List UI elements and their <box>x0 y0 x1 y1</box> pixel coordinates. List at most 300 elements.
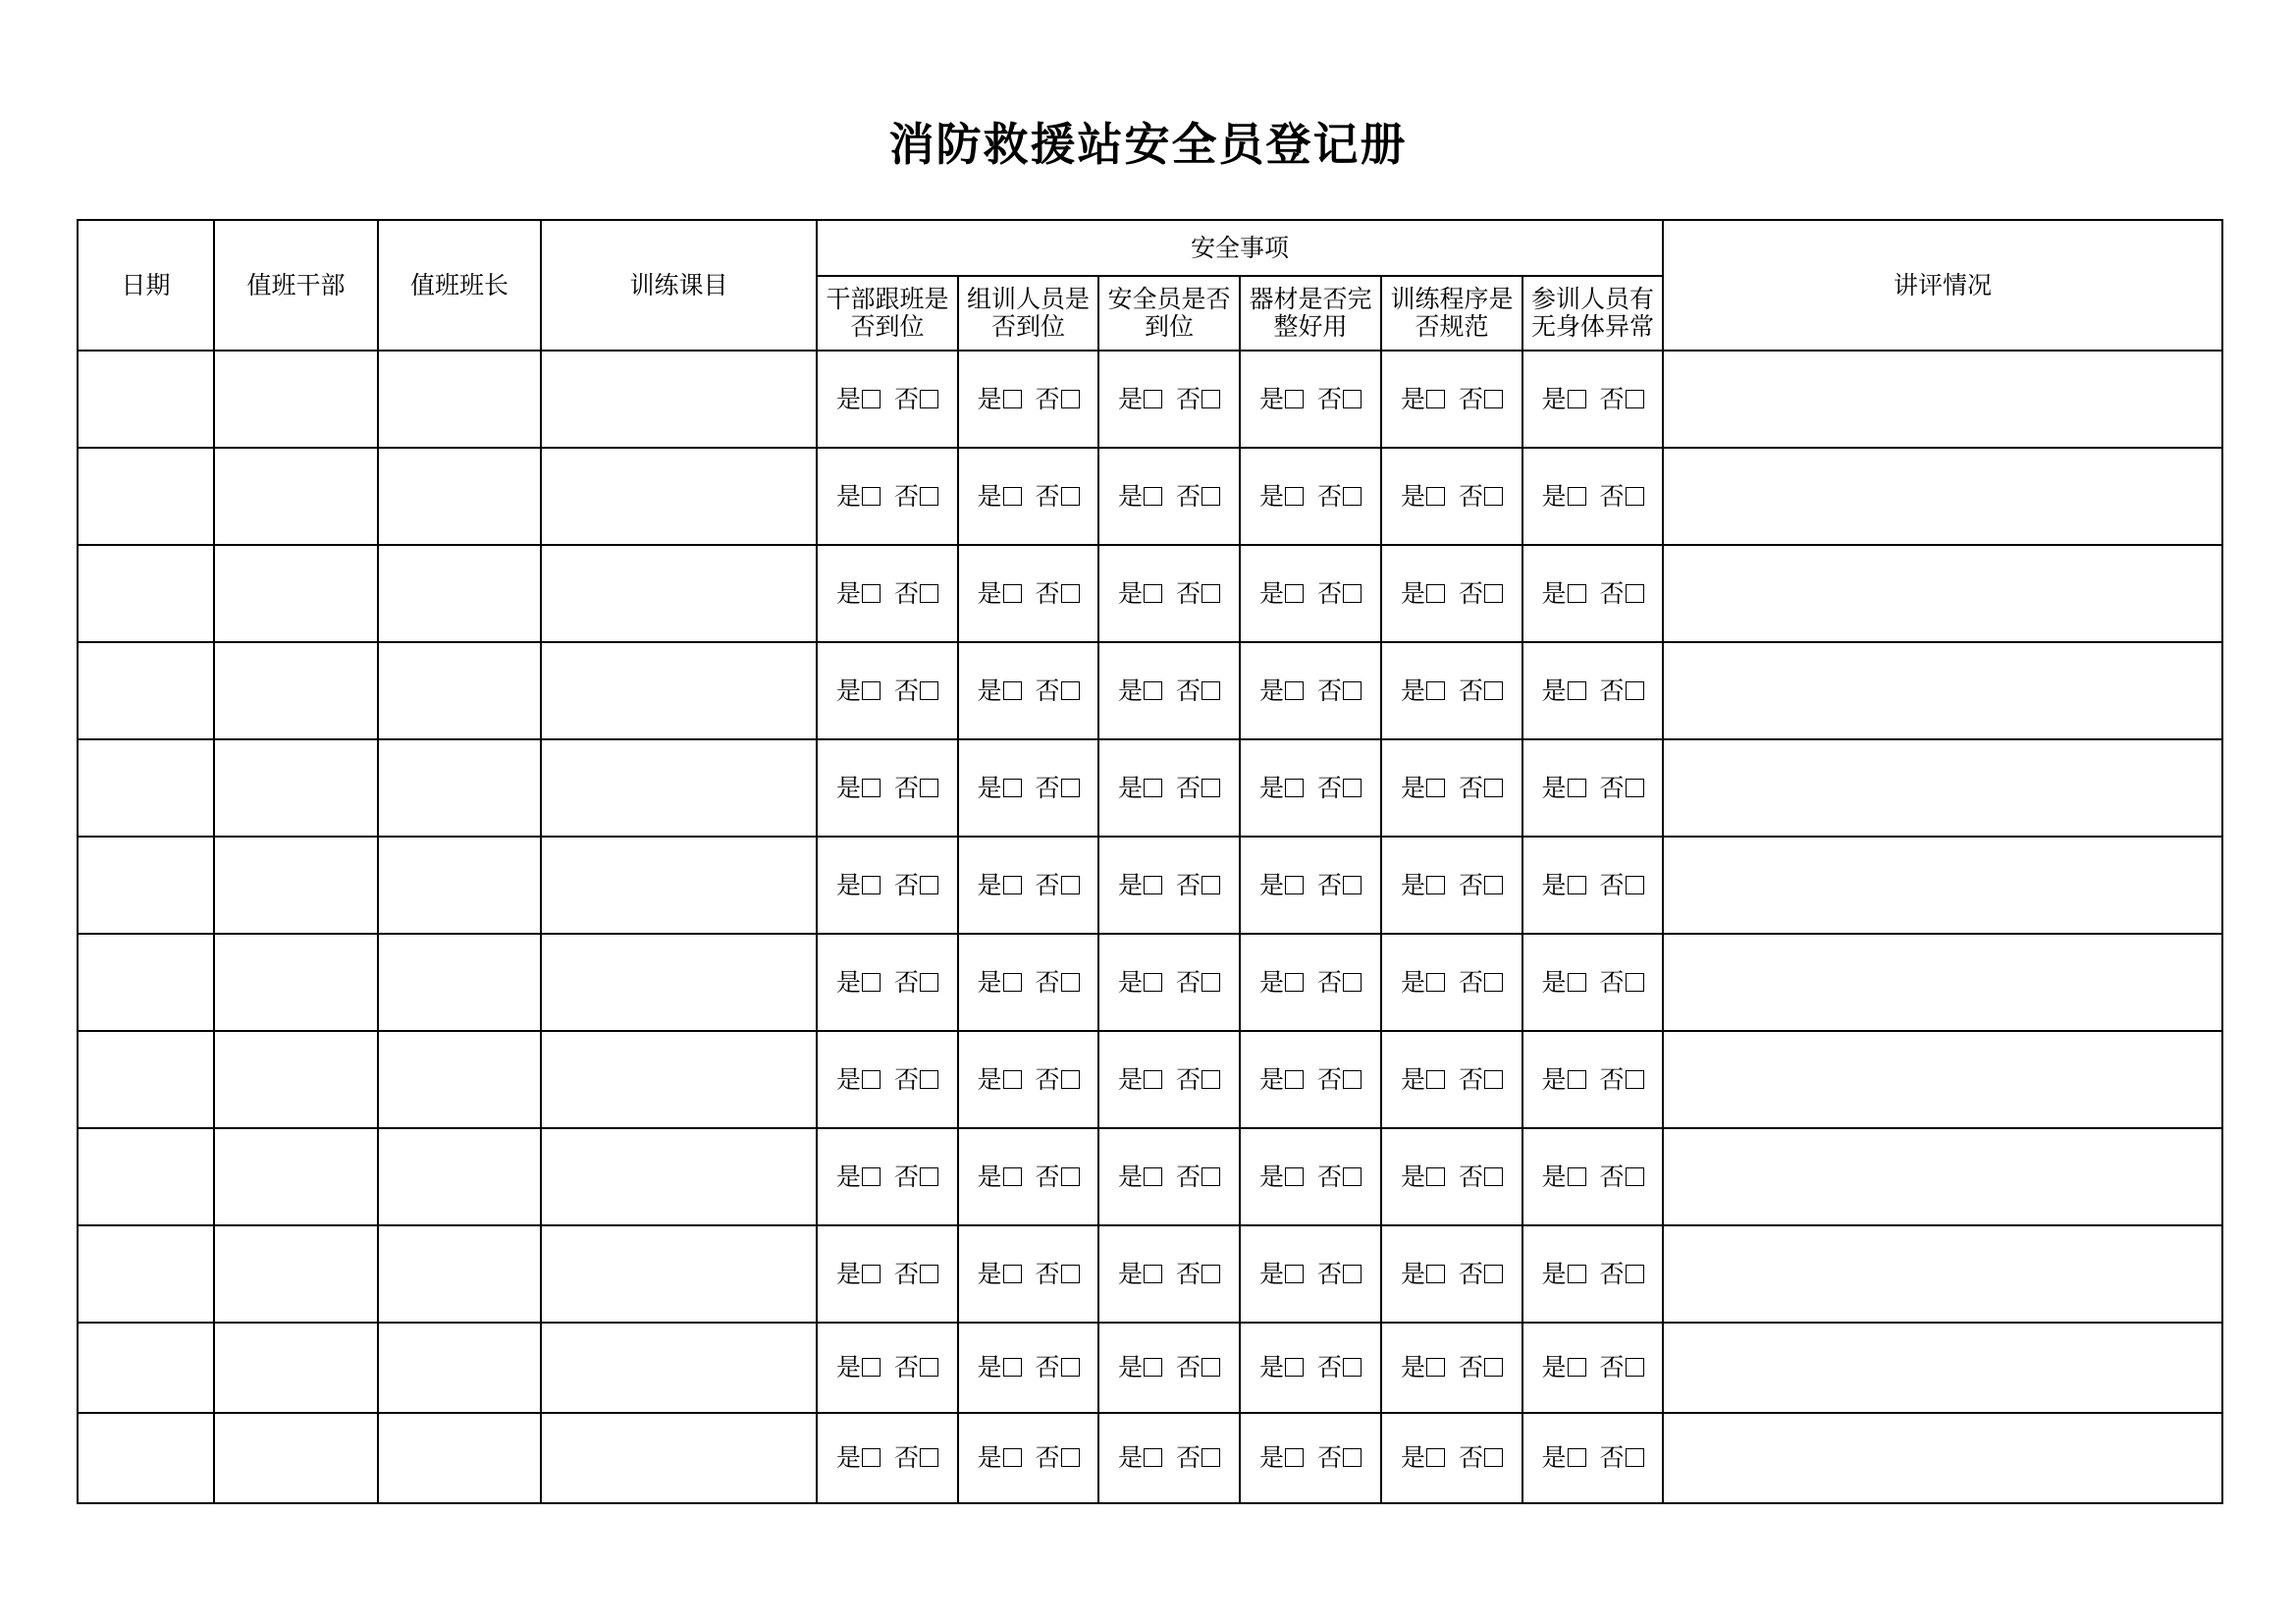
duty-officer-cell[interactable] <box>214 642 378 739</box>
yes-checkbox[interactable] <box>862 390 881 408</box>
duty-officer-cell[interactable] <box>214 934 378 1031</box>
yes-checkbox[interactable] <box>1285 1448 1304 1467</box>
yes-checkbox[interactable] <box>1285 584 1304 603</box>
yes-checkbox[interactable] <box>1285 681 1304 700</box>
date-cell[interactable] <box>78 351 214 448</box>
no-option-label: 否 <box>1599 384 1625 413</box>
yes-checkbox[interactable] <box>1003 779 1022 797</box>
yes-checkbox[interactable] <box>1285 390 1304 408</box>
no-checkbox[interactable] <box>1061 1265 1080 1283</box>
no-checkbox[interactable] <box>1626 779 1644 797</box>
no-option-label: 否 <box>894 1353 920 1381</box>
no-option-label: 否 <box>1459 773 1484 802</box>
safety-check-cell <box>817 1323 958 1413</box>
no-checkbox[interactable] <box>920 1358 938 1377</box>
duty-officer-cell[interactable] <box>214 351 378 448</box>
review-cell[interactable] <box>1663 1323 2222 1413</box>
yes-option-label: 是 <box>1541 384 1567 413</box>
no-checkbox[interactable] <box>1343 779 1362 797</box>
yes-checkbox[interactable] <box>1426 1265 1445 1283</box>
yes-checkbox[interactable] <box>1144 973 1162 992</box>
no-checkbox[interactable] <box>1343 1448 1362 1467</box>
duty-squad-leader-cell[interactable] <box>378 739 541 837</box>
no-checkbox[interactable] <box>1201 876 1220 894</box>
safety-check-cell <box>1098 837 1240 934</box>
no-checkbox[interactable] <box>920 390 938 408</box>
yes-checkbox[interactable] <box>1144 1448 1162 1467</box>
yes-option-label: 是 <box>835 578 861 608</box>
no-option-label: 否 <box>1599 1259 1625 1288</box>
yes-checkbox[interactable] <box>862 487 881 506</box>
no-checkbox[interactable] <box>920 1448 938 1467</box>
no-option-label: 否 <box>1317 967 1343 997</box>
no-checkbox[interactable] <box>1201 390 1220 408</box>
safety-check-cell <box>1522 1225 1663 1323</box>
no-checkbox[interactable] <box>1201 1448 1220 1467</box>
review-cell[interactable] <box>1663 837 2222 934</box>
yes-option-label: 是 <box>1117 773 1143 802</box>
yes-option-label: 是 <box>835 773 861 802</box>
review-cell[interactable] <box>1663 1413 2222 1503</box>
table-row <box>78 1225 2222 1323</box>
no-checkbox[interactable] <box>920 681 938 700</box>
yes-checkbox[interactable] <box>1144 681 1162 700</box>
safety-check-cell <box>1381 545 1522 642</box>
no-checkbox[interactable] <box>1061 1167 1080 1186</box>
safety-check-cell <box>1098 739 1240 837</box>
yes-checkbox[interactable] <box>1003 1265 1022 1283</box>
no-checkbox[interactable] <box>1626 1448 1644 1467</box>
table-row <box>78 642 2222 739</box>
yes-option-label: 是 <box>1400 1064 1425 1094</box>
yes-option-label: 是 <box>1117 1353 1143 1381</box>
safety-check-cell <box>958 545 1098 642</box>
no-option-label: 否 <box>894 1443 920 1472</box>
duty-squad-leader-cell[interactable] <box>378 1413 541 1503</box>
no-option-label: 否 <box>1317 1259 1343 1288</box>
duty-squad-leader-cell[interactable] <box>378 1225 541 1323</box>
yes-option-label: 是 <box>1258 1353 1284 1381</box>
no-checkbox[interactable] <box>1061 973 1080 992</box>
no-option-label: 否 <box>1176 1443 1201 1472</box>
yes-checkbox[interactable] <box>1426 487 1445 506</box>
yes-checkbox[interactable] <box>862 1448 881 1467</box>
duty-squad-leader-cell[interactable] <box>378 1031 541 1128</box>
yes-checkbox[interactable] <box>1003 1358 1022 1377</box>
no-checkbox[interactable] <box>1626 1070 1644 1089</box>
yes-checkbox[interactable] <box>1003 584 1022 603</box>
yes-checkbox[interactable] <box>1003 487 1022 506</box>
no-checkbox[interactable] <box>920 1265 938 1283</box>
duty-officer-cell[interactable] <box>214 1323 378 1413</box>
yes-checkbox[interactable] <box>1144 1167 1162 1186</box>
no-checkbox[interactable] <box>1626 876 1644 894</box>
no-checkbox[interactable] <box>1061 681 1080 700</box>
yes-checkbox[interactable] <box>1426 1167 1445 1186</box>
no-option-label: 否 <box>1035 773 1060 802</box>
yes-checkbox[interactable] <box>1285 1358 1304 1377</box>
yes-checkbox[interactable] <box>1568 1448 1586 1467</box>
safety-check-cell <box>1098 934 1240 1031</box>
yes-checkbox[interactable] <box>1568 390 1586 408</box>
no-checkbox[interactable] <box>1061 584 1080 603</box>
yes-option-label: 是 <box>1541 870 1567 899</box>
duty-squad-leader-cell[interactable] <box>378 1128 541 1225</box>
no-checkbox[interactable] <box>1484 681 1503 700</box>
no-option-label: 否 <box>1459 1443 1484 1472</box>
yes-option-label: 是 <box>1541 967 1567 997</box>
yes-checkbox[interactable] <box>1144 1070 1162 1089</box>
yes-checkbox[interactable] <box>1426 1358 1445 1377</box>
yes-checkbox[interactable] <box>1285 779 1304 797</box>
yes-checkbox[interactable] <box>862 876 881 894</box>
yes-option-label: 是 <box>1400 1443 1425 1472</box>
no-checkbox[interactable] <box>1484 1167 1503 1186</box>
yes-checkbox[interactable] <box>862 973 881 992</box>
header-duty-squad-leader: 值班班长 <box>378 220 541 351</box>
safety-check-cell <box>1240 837 1381 934</box>
date-cell[interactable] <box>78 1413 214 1503</box>
no-checkbox[interactable] <box>1061 487 1080 506</box>
review-cell[interactable] <box>1663 351 2222 448</box>
training-subject-cell[interactable] <box>541 1413 817 1503</box>
no-option-label: 否 <box>894 773 920 802</box>
date-cell[interactable] <box>78 837 214 934</box>
yes-checkbox[interactable] <box>862 1265 881 1283</box>
yes-checkbox[interactable] <box>1144 487 1162 506</box>
yes-option-label: 是 <box>1400 578 1425 608</box>
page-title: 消防救援站安全员登记册 <box>888 118 1408 171</box>
header-equipment-ok: 器材是否完整好用 <box>1240 276 1381 351</box>
duty-officer-cell[interactable] <box>214 1128 378 1225</box>
yes-checkbox[interactable] <box>1285 487 1304 506</box>
training-subject-cell[interactable] <box>541 934 817 1031</box>
yes-option-label: 是 <box>977 773 1002 802</box>
header-officer-present: 干部跟班是否到位 <box>817 276 958 351</box>
review-cell[interactable] <box>1663 739 2222 837</box>
no-option-label: 否 <box>1459 967 1484 997</box>
no-checkbox[interactable] <box>1343 584 1362 603</box>
yes-checkbox[interactable] <box>1426 584 1445 603</box>
no-checkbox[interactable] <box>1343 876 1362 894</box>
yes-checkbox[interactable] <box>1568 973 1586 992</box>
yes-checkbox[interactable] <box>1426 1448 1445 1467</box>
duty-squad-leader-cell[interactable] <box>378 837 541 934</box>
no-checkbox[interactable] <box>1061 1448 1080 1467</box>
no-option-label: 否 <box>1599 773 1625 802</box>
no-checkbox[interactable] <box>1061 1070 1080 1089</box>
yes-checkbox[interactable] <box>1285 1167 1304 1186</box>
safety-check-cell <box>1098 545 1240 642</box>
no-checkbox[interactable] <box>1626 1167 1644 1186</box>
no-option-label: 否 <box>1459 1353 1484 1381</box>
no-option-label: 否 <box>1317 481 1343 511</box>
yes-checkbox[interactable] <box>1568 1167 1586 1186</box>
no-checkbox[interactable] <box>1626 584 1644 603</box>
training-subject-cell[interactable] <box>541 1323 817 1413</box>
no-checkbox[interactable] <box>1343 973 1362 992</box>
yes-checkbox[interactable] <box>1426 390 1445 408</box>
duty-squad-leader-cell[interactable] <box>378 1323 541 1413</box>
date-cell[interactable] <box>78 448 214 545</box>
yes-checkbox[interactable] <box>1003 390 1022 408</box>
training-subject-cell[interactable] <box>541 739 817 837</box>
yes-checkbox[interactable] <box>862 1167 881 1186</box>
yes-checkbox[interactable] <box>1426 779 1445 797</box>
date-cell[interactable] <box>78 1225 214 1323</box>
no-checkbox[interactable] <box>1484 390 1503 408</box>
yes-option-label: 是 <box>977 1064 1002 1094</box>
no-checkbox[interactable] <box>1343 390 1362 408</box>
no-checkbox[interactable] <box>1201 973 1220 992</box>
no-checkbox[interactable] <box>1484 1070 1503 1089</box>
yes-checkbox[interactable] <box>1285 1265 1304 1283</box>
training-subject-cell[interactable] <box>541 837 817 934</box>
yes-checkbox[interactable] <box>1003 876 1022 894</box>
yes-checkbox[interactable] <box>1003 973 1022 992</box>
yes-checkbox[interactable] <box>1426 681 1445 700</box>
no-checkbox[interactable] <box>920 487 938 506</box>
no-checkbox[interactable] <box>1626 681 1644 700</box>
yes-option-label: 是 <box>977 481 1002 511</box>
no-checkbox[interactable] <box>1484 973 1503 992</box>
no-checkbox[interactable] <box>1201 681 1220 700</box>
yes-checkbox[interactable] <box>1568 876 1586 894</box>
no-option-label: 否 <box>1599 1443 1625 1472</box>
no-checkbox[interactable] <box>1343 1358 1362 1377</box>
no-checkbox[interactable] <box>1061 1358 1080 1377</box>
safety-check-cell <box>1522 545 1663 642</box>
yes-checkbox[interactable] <box>1144 1265 1162 1283</box>
no-option-label: 否 <box>1176 384 1201 413</box>
safety-check-cell <box>1381 739 1522 837</box>
no-checkbox[interactable] <box>1484 487 1503 506</box>
yes-checkbox[interactable] <box>1003 1448 1022 1467</box>
yes-checkbox[interactable] <box>1426 973 1445 992</box>
safety-check-cell <box>1098 1225 1240 1323</box>
table-header <box>78 220 2222 351</box>
yes-option-label: 是 <box>1117 481 1143 511</box>
no-checkbox[interactable] <box>1343 1265 1362 1283</box>
safety-check-cell <box>817 1031 958 1128</box>
training-subject-cell[interactable] <box>541 351 817 448</box>
no-option-label: 否 <box>1459 384 1484 413</box>
yes-option-label: 是 <box>1258 578 1284 608</box>
date-cell[interactable] <box>78 1128 214 1225</box>
safety-check-cell <box>1240 642 1381 739</box>
review-cell[interactable] <box>1663 545 2222 642</box>
yes-option-label: 是 <box>1258 384 1284 413</box>
yes-checkbox[interactable] <box>1568 584 1586 603</box>
duty-officer-cell[interactable] <box>214 1413 378 1503</box>
yes-option-label: 是 <box>1541 1259 1567 1288</box>
no-checkbox[interactable] <box>1484 1448 1503 1467</box>
training-subject-cell[interactable] <box>541 1128 817 1225</box>
yes-checkbox[interactable] <box>1285 876 1304 894</box>
review-cell[interactable] <box>1663 1128 2222 1225</box>
yes-checkbox[interactable] <box>1003 681 1022 700</box>
no-checkbox[interactable] <box>920 1167 938 1186</box>
yes-option-label: 是 <box>1541 676 1567 705</box>
training-subject-cell[interactable] <box>541 1031 817 1128</box>
yes-checkbox[interactable] <box>862 584 881 603</box>
yes-option-label: 是 <box>1400 773 1425 802</box>
no-option-label: 否 <box>1599 870 1625 899</box>
yes-checkbox[interactable] <box>1426 1070 1445 1089</box>
review-cell[interactable] <box>1663 642 2222 739</box>
safety-check-cell <box>958 351 1098 448</box>
no-checkbox[interactable] <box>1484 1265 1503 1283</box>
header-training-subject: 训练课目 <box>541 220 817 351</box>
safety-check-cell <box>1098 642 1240 739</box>
yes-checkbox[interactable] <box>1003 1070 1022 1089</box>
no-checkbox[interactable] <box>1201 1265 1220 1283</box>
duty-officer-cell[interactable] <box>214 837 378 934</box>
training-subject-cell[interactable] <box>541 1225 817 1323</box>
no-checkbox[interactable] <box>1343 1070 1362 1089</box>
yes-checkbox[interactable] <box>862 779 881 797</box>
no-checkbox[interactable] <box>1626 390 1644 408</box>
training-subject-cell[interactable] <box>541 545 817 642</box>
yes-checkbox[interactable] <box>862 681 881 700</box>
no-checkbox[interactable] <box>1061 390 1080 408</box>
yes-option-label: 是 <box>1400 384 1425 413</box>
no-option-label: 否 <box>1035 1353 1060 1381</box>
no-checkbox[interactable] <box>1201 1070 1220 1089</box>
no-option-label: 否 <box>1035 1162 1060 1191</box>
duty-officer-cell[interactable] <box>214 545 378 642</box>
review-cell[interactable] <box>1663 1225 2222 1323</box>
yes-option-label: 是 <box>977 870 1002 899</box>
table-row <box>78 837 2222 934</box>
duty-officer-cell[interactable] <box>214 739 378 837</box>
duty-officer-cell[interactable] <box>214 448 378 545</box>
safety-check-cell <box>1522 351 1663 448</box>
date-cell[interactable] <box>78 1031 214 1128</box>
header-date: 日期 <box>78 220 214 351</box>
safety-check-cell <box>958 1031 1098 1128</box>
no-checkbox[interactable] <box>1626 487 1644 506</box>
no-checkbox[interactable] <box>1201 487 1220 506</box>
date-cell[interactable] <box>78 1323 214 1413</box>
header-review: 讲评情况 <box>1663 220 2222 351</box>
no-checkbox[interactable] <box>1484 584 1503 603</box>
duty-squad-leader-cell[interactable] <box>378 351 541 448</box>
no-checkbox[interactable] <box>920 876 938 894</box>
safety-check-cell <box>958 1225 1098 1323</box>
date-cell[interactable] <box>78 545 214 642</box>
duty-squad-leader-cell[interactable] <box>378 545 541 642</box>
table-row <box>78 1128 2222 1225</box>
yes-checkbox[interactable] <box>1426 876 1445 894</box>
yes-checkbox[interactable] <box>1568 487 1586 506</box>
yes-checkbox[interactable] <box>1144 390 1162 408</box>
duty-officer-cell[interactable] <box>214 1031 378 1128</box>
no-checkbox[interactable] <box>920 779 938 797</box>
no-option-label: 否 <box>1599 676 1625 705</box>
no-checkbox[interactable] <box>920 1070 938 1089</box>
no-checkbox[interactable] <box>1201 1358 1220 1377</box>
yes-checkbox[interactable] <box>1003 1167 1022 1186</box>
yes-option-label: 是 <box>977 578 1002 608</box>
no-option-label: 否 <box>1176 1259 1201 1288</box>
no-checkbox[interactable] <box>1201 584 1220 603</box>
no-checkbox[interactable] <box>1626 1265 1644 1283</box>
yes-checkbox[interactable] <box>862 1358 881 1377</box>
yes-checkbox[interactable] <box>1568 779 1586 797</box>
no-checkbox[interactable] <box>920 973 938 992</box>
training-subject-cell[interactable] <box>541 642 817 739</box>
no-checkbox[interactable] <box>1626 1358 1644 1377</box>
table-row <box>78 739 2222 837</box>
duty-squad-leader-cell[interactable] <box>378 448 541 545</box>
yes-option-label: 是 <box>1258 1259 1284 1288</box>
no-checkbox[interactable] <box>1061 779 1080 797</box>
review-cell[interactable] <box>1663 1031 2222 1128</box>
duty-squad-leader-cell[interactable] <box>378 934 541 1031</box>
yes-checkbox[interactable] <box>1568 1358 1586 1377</box>
yes-option-label: 是 <box>835 1259 861 1288</box>
yes-checkbox[interactable] <box>1285 1070 1304 1089</box>
yes-option-label: 是 <box>1117 676 1143 705</box>
yes-checkbox[interactable] <box>1285 973 1304 992</box>
no-checkbox[interactable] <box>1484 779 1503 797</box>
no-checkbox[interactable] <box>920 584 938 603</box>
safety-check-cell <box>958 1323 1098 1413</box>
yes-checkbox[interactable] <box>1144 779 1162 797</box>
review-cell[interactable] <box>1663 934 2222 1031</box>
no-checkbox[interactable] <box>1343 1167 1362 1186</box>
yes-option-label: 是 <box>835 967 861 997</box>
no-checkbox[interactable] <box>1201 1167 1220 1186</box>
yes-option-label: 是 <box>1541 1162 1567 1191</box>
review-cell[interactable] <box>1663 448 2222 545</box>
no-option-label: 否 <box>894 578 920 608</box>
yes-checkbox[interactable] <box>1144 584 1162 603</box>
safety-check-cell <box>1381 934 1522 1031</box>
no-checkbox[interactable] <box>1201 779 1220 797</box>
yes-option-label: 是 <box>1117 967 1143 997</box>
yes-option-label: 是 <box>1400 481 1425 511</box>
yes-option-label: 是 <box>835 1064 861 1094</box>
safety-check-cell <box>958 739 1098 837</box>
yes-checkbox[interactable] <box>1568 681 1586 700</box>
header-safety-items: 安全事项 <box>817 220 1663 276</box>
yes-checkbox[interactable] <box>1568 1070 1586 1089</box>
no-checkbox[interactable] <box>1484 876 1503 894</box>
duty-officer-cell[interactable] <box>214 1225 378 1323</box>
date-cell[interactable] <box>78 934 214 1031</box>
training-subject-cell[interactable] <box>541 448 817 545</box>
yes-option-label: 是 <box>977 1353 1002 1381</box>
yes-checkbox[interactable] <box>1144 1358 1162 1377</box>
yes-checkbox[interactable] <box>1568 1265 1586 1283</box>
no-checkbox[interactable] <box>1343 681 1362 700</box>
safety-check-cell <box>958 642 1098 739</box>
yes-checkbox[interactable] <box>862 1070 881 1089</box>
no-option-label: 否 <box>1176 773 1201 802</box>
yes-checkbox[interactable] <box>1144 876 1162 894</box>
date-cell[interactable] <box>78 739 214 837</box>
safety-check-cell <box>817 545 958 642</box>
no-checkbox[interactable] <box>1061 876 1080 894</box>
no-checkbox[interactable] <box>1484 1358 1503 1377</box>
date-cell[interactable] <box>78 642 214 739</box>
header-trainer-present: 组训人员是否到位 <box>958 276 1098 351</box>
no-checkbox[interactable] <box>1626 973 1644 992</box>
no-checkbox[interactable] <box>1343 487 1362 506</box>
duty-squad-leader-cell[interactable] <box>378 642 541 739</box>
